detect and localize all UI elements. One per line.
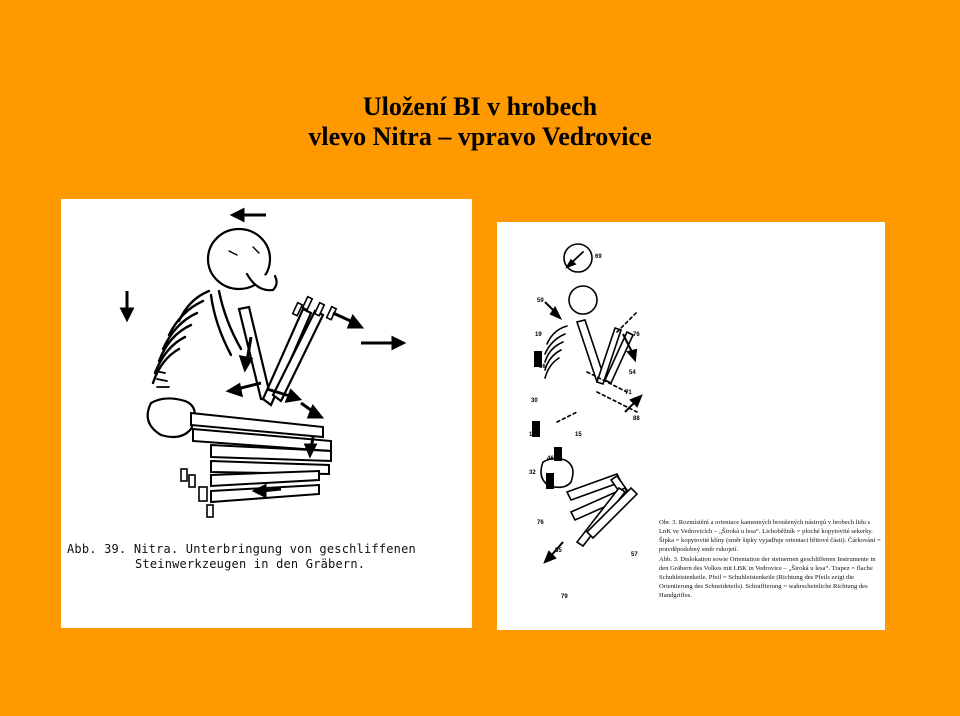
vedrovice-caption-cz: Obr. 3. Rozmístění a orientace kamenných broušených nástrojů v hrobech lidu s LnK ve Vedrovicích – „Široká u lesa“. Lichoběžník = ploché kopytovité sekerky. Šipka = kopytovité klíny (směr šipky vyjadřuje orientaci břitové části). Čárkování = pravděpodobný směr rukojetí. [659,519,881,553]
nitra-caption-line-1: Abb. 39. Nitra. Unterbringung von geschliffenen [67,542,416,556]
label-56: 56 [539,364,546,370]
label-15: 15 [575,432,582,438]
leg-bones [567,474,637,546]
compass-circle [564,244,592,272]
vedrovice-grave-drawing [497,222,885,630]
label-88: 88 [633,416,640,422]
label-76: 76 [633,332,640,338]
nitra-skeleton-illustration [61,199,472,539]
label-32: 32 [529,470,536,476]
ribs [545,326,567,378]
label-46: 46 [547,456,554,462]
label-57: 57 [631,552,638,558]
vedrovice-caption [659,518,881,601]
slide-title [0,92,960,152]
pelvis [541,458,573,487]
label-69: 69 [595,254,602,260]
label-71: 71 [625,390,632,396]
label-18: 18 [529,432,536,438]
label-19: 19 [535,332,542,338]
label-55: 55 [555,548,562,554]
skull [569,286,597,314]
title-line-2: vlevo Nitra – vpravo Vedrovice [308,122,652,151]
label-76b: 76 [537,520,544,526]
label-30: 30 [531,398,538,404]
foot-bones [181,469,213,517]
vedrovice-caption-de: Abb. 3. Dislokation sowie Orientation der steinernen geschliffenen Instrumente in den Gräbern des Volkes mit LBK in Vedrovice – „Široká u lesa“. Trapez = flache Schuhleistenkeile. Pfeil = Schuhleistenkeile (Richtung des Pfeils zeigt die Orientierung des Schneideteils). Schraffierung = wahrscheinliche Richtung des Handgriffes. [659,556,876,599]
label-59: 59 [537,298,544,304]
pelvis [148,398,195,437]
nitra-grave-drawing [61,199,472,628]
label-54: 54 [629,370,636,376]
label-79: 79 [561,594,568,600]
nitra-caption [67,542,467,572]
nitra-caption-line-2: Steinwerkzeugen in den Gräbern. [135,557,366,571]
title-line-1: Uložení BI v hrobech [362,92,598,121]
ribs [153,291,241,383]
